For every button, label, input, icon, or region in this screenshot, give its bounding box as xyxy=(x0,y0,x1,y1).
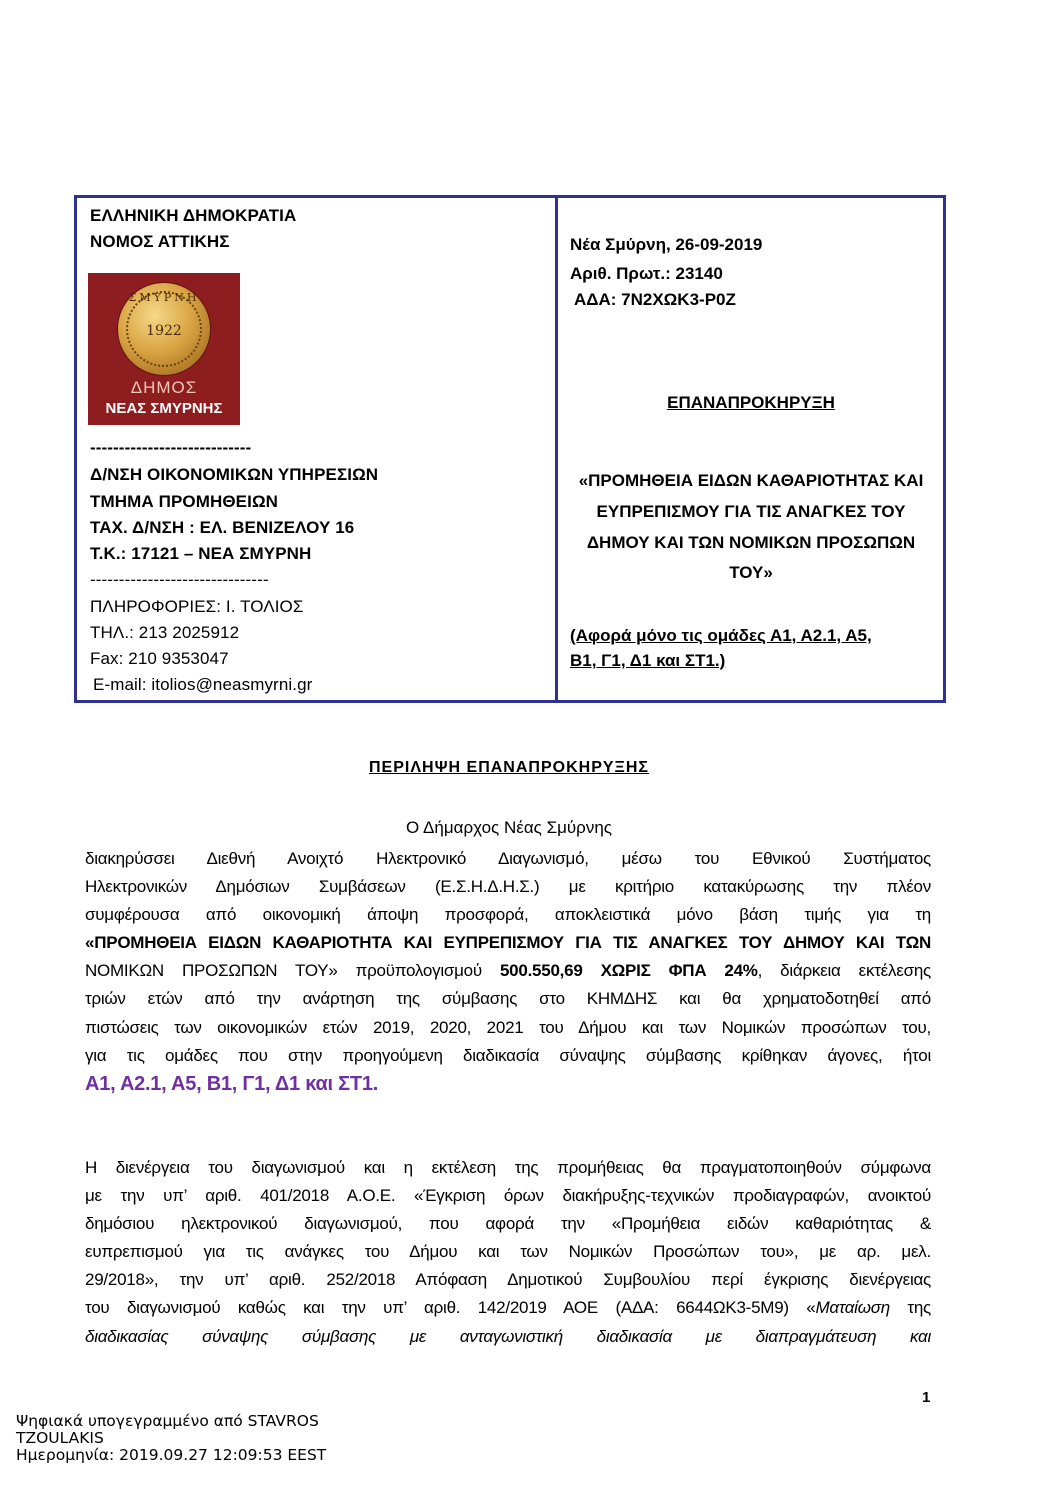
summary-title: ΠΕΡΙΛΗΨΗ ΕΠΑΝΑΠΡΟΚΗΡΥΞΗΣ xyxy=(369,759,649,776)
text-line: για τις ομάδες που στην προηγούμενη διαδικασία σύναψης σύμβασης κρίθηκαν άγονες, ήτοι xyxy=(85,1045,931,1065)
text-line: διακηρύσσει Διεθνή Ανοιχτό Ηλεκτρονικό Διαγωνισμό, μέσω του Εθνικού Συστήματος xyxy=(85,849,931,868)
separator: ---------------------------- xyxy=(90,438,252,457)
text-line: του διαγωνισμού καθώς και την υπ’ αριθ. 142/2019 ΑΟΕ (ΑΔΑ: 6644ΩΚ3-5Μ9) «Ματαίωση της xyxy=(85,1298,931,1318)
digital-signature-stamp xyxy=(16,1413,326,1464)
paragraph-announcement xyxy=(85,845,931,1100)
municipality-logo xyxy=(88,273,240,425)
signature-date: Ημερομηνία: 2019.09.27 12:09:53 EEST xyxy=(16,1446,327,1464)
document-date: Νέα Σμύρνη, 26-09-2019 xyxy=(570,235,763,254)
subject-line: ΤΟΥ» xyxy=(729,563,773,582)
scope-note: (Αφορά μόνο τις ομάδες Α1, Α2.1, Α5, xyxy=(570,626,872,645)
info-contact: ΠΛΗΡΟΦΟΡΙΕΣ: Ι. ΤΟΛΙΟΣ xyxy=(90,597,304,616)
letterhead-box xyxy=(74,195,946,703)
protocol-number: Αριθ. Πρωτ.: 23140 xyxy=(570,264,723,283)
text-line: ΝΟΜΙΚΩΝ ΠΡΟΣΩΠΩΝ ΤΟΥ» προϋπολογισμού 500.550,69 ΧΩΡΙΣ ΦΠΑ 24%, διάρκεια εκτέλεσης xyxy=(85,961,931,981)
text-line: συμφέρουσα από οικονομική άποψη προσφορά, αποκλειστικά μόνο βάση τιμής για τη xyxy=(85,905,931,925)
signature-line: Ψηφιακά υπογεγραμμένο από STAVROS xyxy=(16,1412,319,1430)
subject-line: «ΠΡΟΜΗΘΕΙΑ ΕΙΔΩΝ ΚΑΘΑΡΙΟΤΗΤΑΣ ΚΑΙ xyxy=(578,471,924,490)
department-label: ΤΜΗΜΑ ΠΡΟΜΗΘΕΙΩΝ xyxy=(90,492,279,511)
text-line: με την υπ’ αριθ. 401/2018 Α.Ο.Ε. «Έγκριση όρων διακήρυξης-τεχνικών προδιαγραφών, ανοικτού xyxy=(85,1186,931,1206)
paragraph-legal-basis xyxy=(85,1154,931,1351)
text-line: «ΠΡΟΜΗΘΕΙΑ ΕΙΔΩΝ ΚΑΘΑΡΙΟΤΗΤΑ ΚΑΙ ΕΥΠΡΕΠΙΣΜΟΥ ΓΙΑ ΤΙΣ ΑΝΑΓΚΕΣ ΤΟΥ ΔΗΜΟΥ ΚΑΙ ΤΩΝ xyxy=(85,933,931,953)
fax-number: Fax: 210 9353047 xyxy=(90,649,229,668)
text-line: 29/2018», την υπ’ αριθ. 252/2018 Απόφαση Δημοτικού Συμβουλίου περί έγκρισης διενέργειας xyxy=(85,1270,931,1290)
coin-emblem-icon: ΣΜΥΡΝΗ 1922 xyxy=(118,283,210,375)
email-link[interactable]: E-mail: itolios@neasmyrni.gr xyxy=(93,675,313,694)
text-line: διαδικασίας σύναψης σύμβασης με ανταγωνιστική διαδικασία με διαπραγμάτευση και xyxy=(85,1326,931,1346)
separator: ------------------------------- xyxy=(90,570,269,589)
text-line: δημόσιου ηλεκτρονικού διαγωνισμού, που αφορά την «Προμήθεια ειδών καθαριότητας & xyxy=(85,1214,931,1234)
document-info-column xyxy=(558,198,943,700)
republic-label: ΕΛΛΗΝΙΚΗ ΔΗΜΟΚΡΑΤΙΑ xyxy=(90,206,297,225)
text-line: πιστώσεις των οικονομικών ετών 2019, 2020, 2021 του Δήμου και των Νομικών προσώπων του, xyxy=(85,1017,931,1037)
text-line: Η διενέργεια του διαγωνισμού και η εκτέλεση της προμήθειας θα πραγματοποιηθούν σύμφωνα xyxy=(85,1158,931,1177)
subject-line: ΔΗΜΟΥ ΚΑΙ ΤΩΝ ΝΟΜΙΚΩΝ ΠΡΟΣΩΠΩΝ xyxy=(586,533,916,552)
address-label: ΤΑΧ. Δ/ΝΣΗ : ΕΛ. ΒΕΝΙΖΕΛΟΥ 16 xyxy=(90,518,355,537)
budget-amount: 500.550,69 ΧΩΡΙΣ ΦΠΑ 24% xyxy=(499,961,758,981)
directorate-label: Δ/ΝΣΗ ΟΙΚΟΝΟΜΙΚΩΝ ΥΠΗΡΕΣΙΩΝ xyxy=(90,465,379,484)
signature-line: TZOULAKIS xyxy=(16,1429,104,1447)
text-line: τριών ετών από την ανάρτηση της σύμβασης στο ΚΗΜΔΗΣ και θα χρηματοδοτηθεί από xyxy=(85,989,931,1009)
mayor-heading: Ο Δήμαρχος Νέας Σμύρνης xyxy=(406,818,612,837)
text-line: Ηλεκτρονικών Δημόσιων Συμβάσεων (Ε.Σ.Η.Δ.Η.Σ.) με κριτήριο κατακύρωσης την πλέον xyxy=(85,877,931,897)
logo-line2: ΝΕΑΣ ΣΜΥΡΝΗΣ xyxy=(105,400,223,417)
subject-line: ΕΥΠΡΕΠΙΣΜΟΥ ΓΙΑ ΤΙΣ ΑΝΑΓΚΕΣ ΤΟΥ xyxy=(596,502,906,521)
page-number: 1 xyxy=(922,1389,931,1406)
postal-code-label: Τ.Κ.: 17121 – ΝΕΑ ΣΜΥΡΝΗ xyxy=(90,544,312,563)
phone-number: ΤΗΛ.: 213 2025912 xyxy=(90,623,240,642)
scope-note: Β1, Γ1, Δ1 και ΣΤ1.) xyxy=(570,651,726,670)
document-type: ΕΠΑΝΑΠΡΟΚΗΡΥΞΗ xyxy=(667,393,835,412)
ada-code: ΑΔΑ: 7Ν2ΧΩΚ3-Ρ0Ζ xyxy=(574,290,736,309)
prefecture-label: ΝΟΜΟΣ ΑΤΤΙΚΗΣ xyxy=(90,232,230,251)
issuer-column xyxy=(77,198,558,700)
text-line: ευπρεπισμού για τις ανάγκες του Δήμου και των Νομικών Προσώπων του», με αρ. μελ. xyxy=(85,1242,931,1262)
logo-line1: ΔΗΜΟΣ xyxy=(130,378,198,397)
groups-highlight: Α1, Α2.1, Α5, Β1, Γ1, Δ1 και ΣΤ1. xyxy=(85,1072,379,1095)
